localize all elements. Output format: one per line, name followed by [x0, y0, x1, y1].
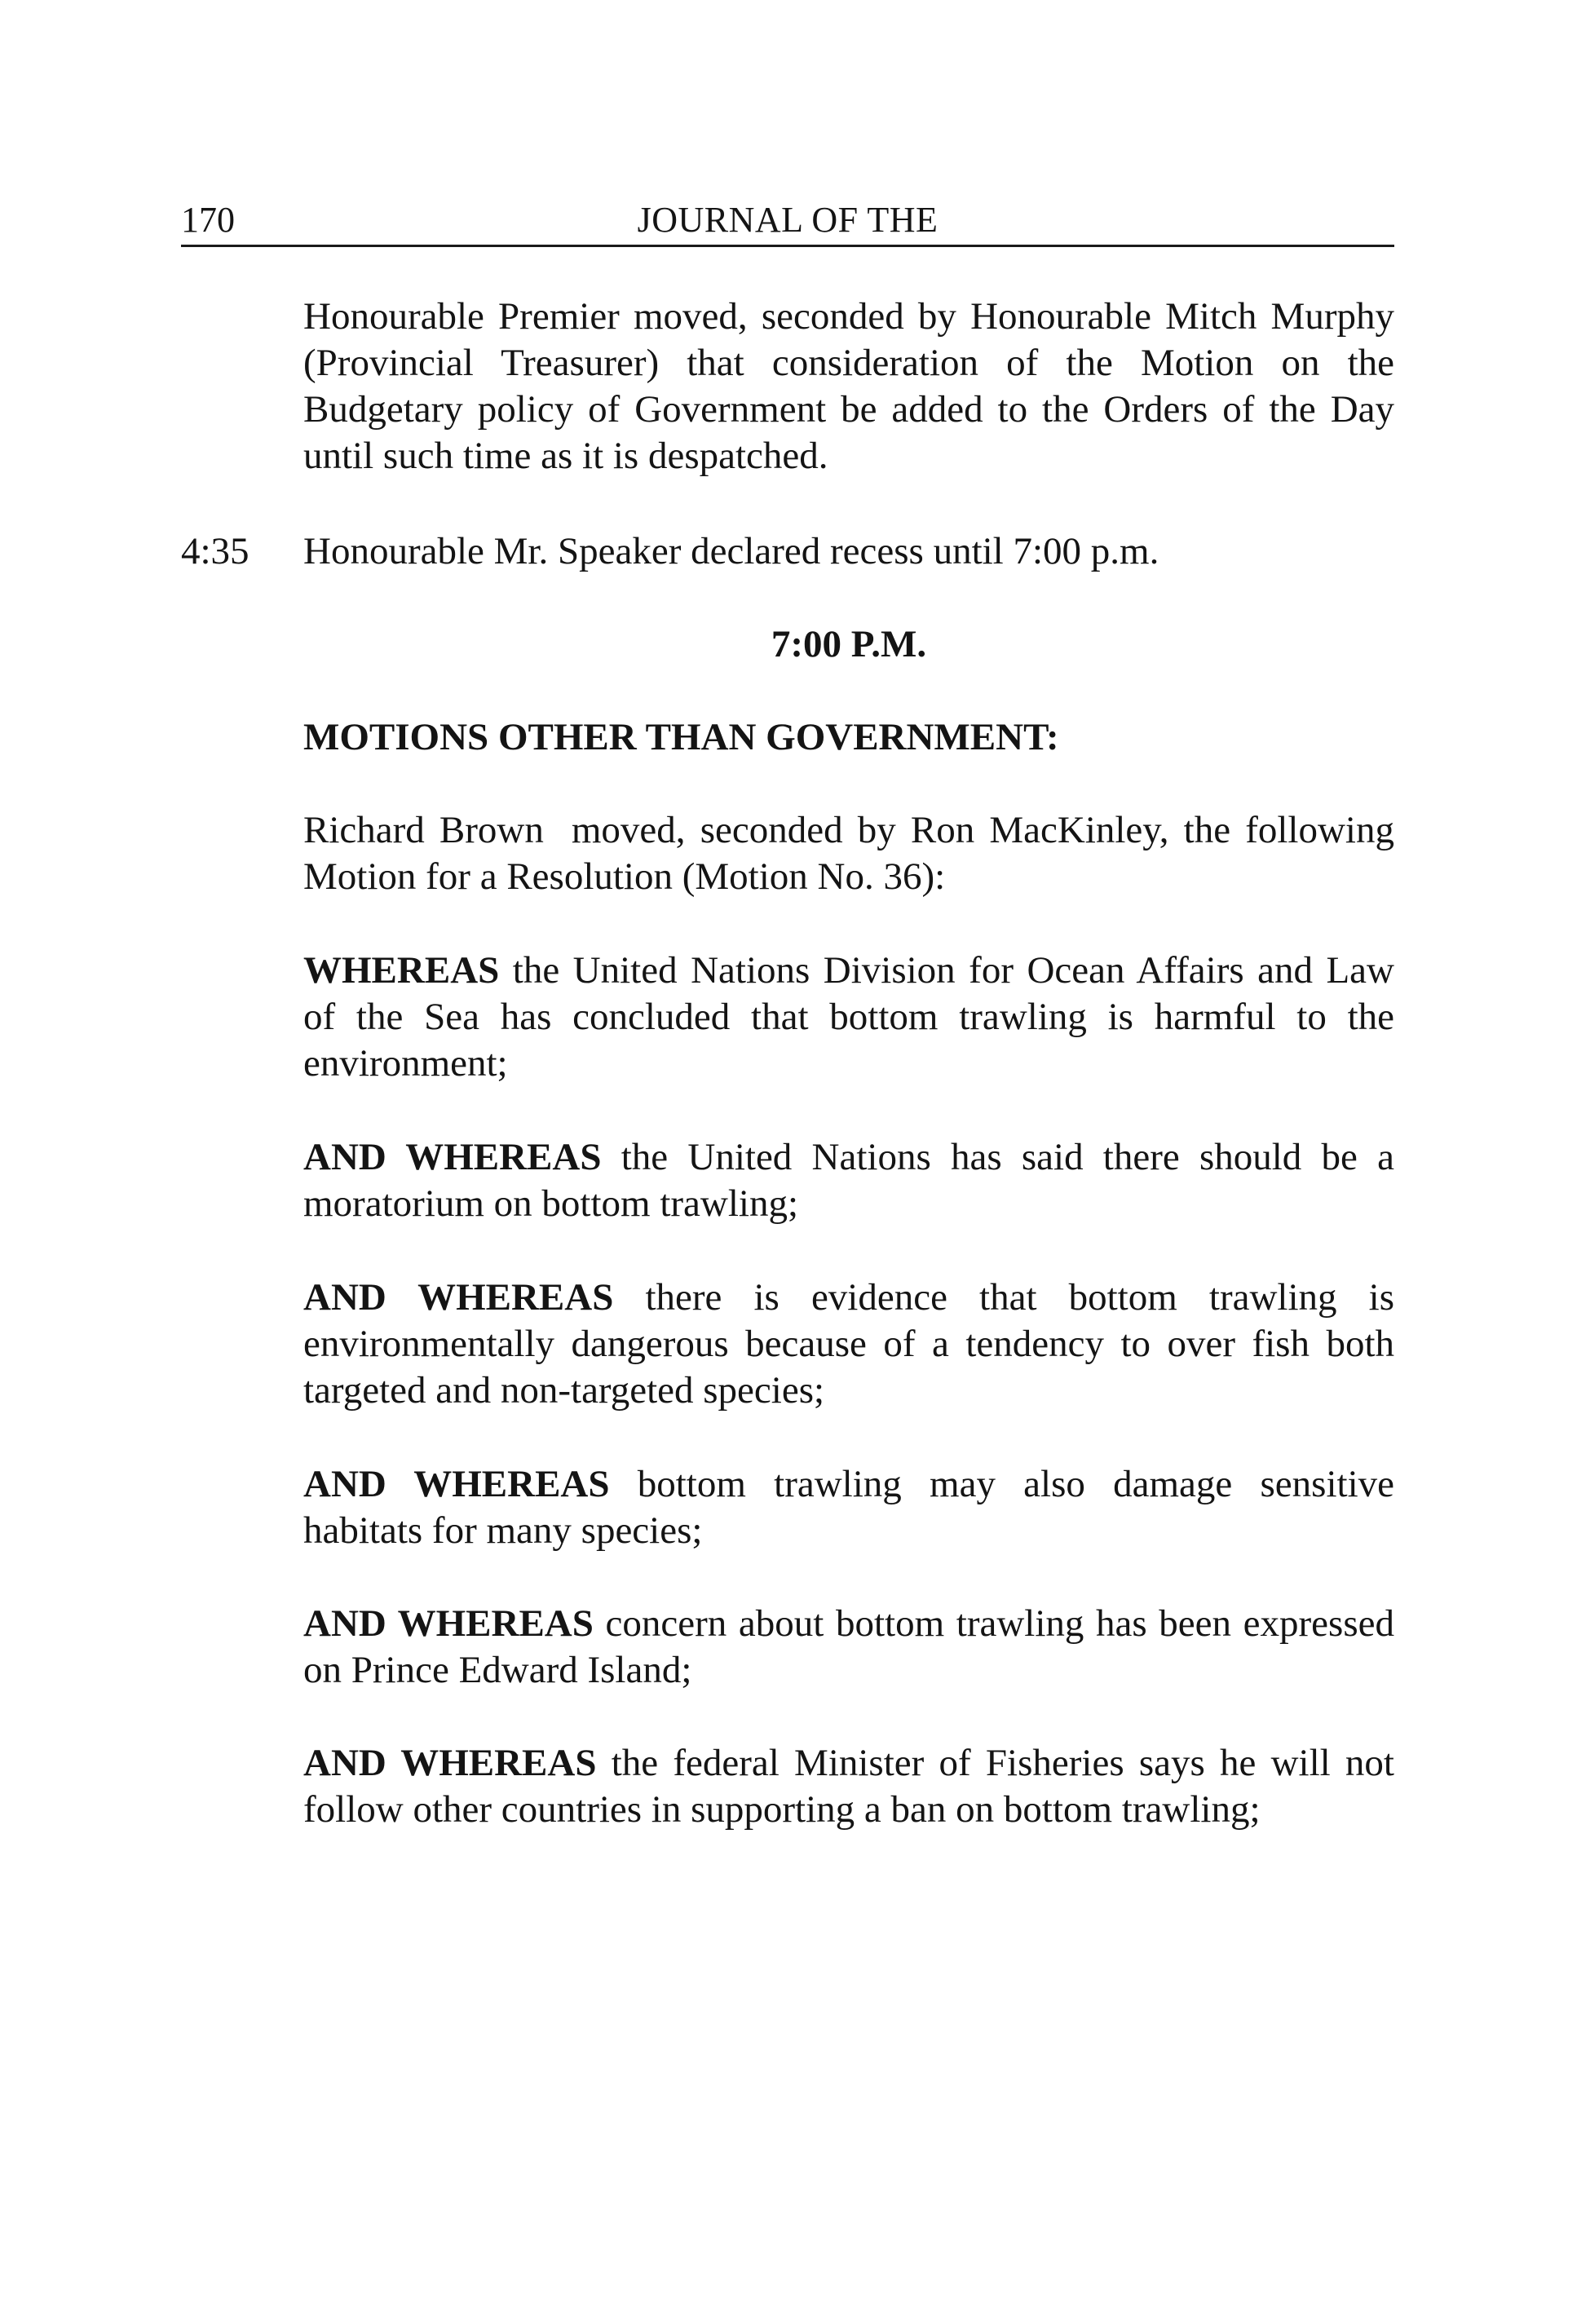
whereas-keyword: AND WHEREAS [303, 1602, 594, 1645]
whereas-text: the United Nations has said there should be a moratorium on bottom trawling; [303, 1136, 1394, 1225]
motions-section-heading: MOTIONS OTHER THAN GOVERNMENT: [303, 716, 1059, 758]
whereas-text: concern about bottom trawling has been expressed on Prince Edward Island; [303, 1602, 1394, 1691]
whereas-clause [303, 1275, 1394, 1414]
page-number: 170 [181, 200, 235, 240]
running-header [181, 196, 1394, 247]
premier-motion-paragraph: Honourable Premier moved, seconded by Honourable Mitch Murphy (Provincial Treasurer) that consideration of the Motion on the Budgetary policy of Government be added to the Orders of the Day until such time as it is despatched. [303, 295, 1394, 477]
recess-paragraph: Honourable Mr. Speaker declared recess until 7:00 p.m. [303, 530, 1159, 572]
whereas-keyword: AND WHEREAS [303, 1742, 597, 1784]
whereas-clause [303, 1601, 1394, 1694]
mover-paragraph [303, 807, 1394, 900]
whereas-keyword: AND WHEREAS [303, 1463, 610, 1505]
whereas-text: the federal Minister of Fisheries says he will not follow other countries in supporting a ban on bottom trawling; [303, 1742, 1394, 1831]
whereas-clause [303, 948, 1394, 1087]
whereas-clause [303, 1740, 1394, 1833]
whereas-clause [303, 1461, 1394, 1554]
mover-name: Richard Brown [303, 809, 544, 851]
whereas-clause [303, 1134, 1394, 1227]
whereas-keyword: AND WHEREAS [303, 1276, 614, 1319]
mover-text: moved, seconded by Ron MacKinley, the following Motion for a Resolution (Motion No. 36): [303, 809, 1394, 898]
whereas-text: there is evidence that bottom trawling is environmentally dangerous because of a tendency to over fish both targeted and non-targeted species; [303, 1276, 1394, 1412]
whereas-keyword: AND WHEREAS [303, 1136, 602, 1178]
whereas-text: the United Nations Division for Ocean Affairs and Law of the Sea has concluded that bottom trawling is harmful to the environment; [303, 949, 1394, 1085]
whereas-text: bottom trawling may also damage sensitive habitats for many species; [303, 1463, 1394, 1552]
recess-time: 4:35 [181, 530, 250, 572]
evening-session-heading: 7:00 P.M. [771, 623, 927, 665]
journal-title: JOURNAL OF THE [637, 200, 939, 240]
whereas-keyword: WHEREAS [303, 949, 500, 992]
